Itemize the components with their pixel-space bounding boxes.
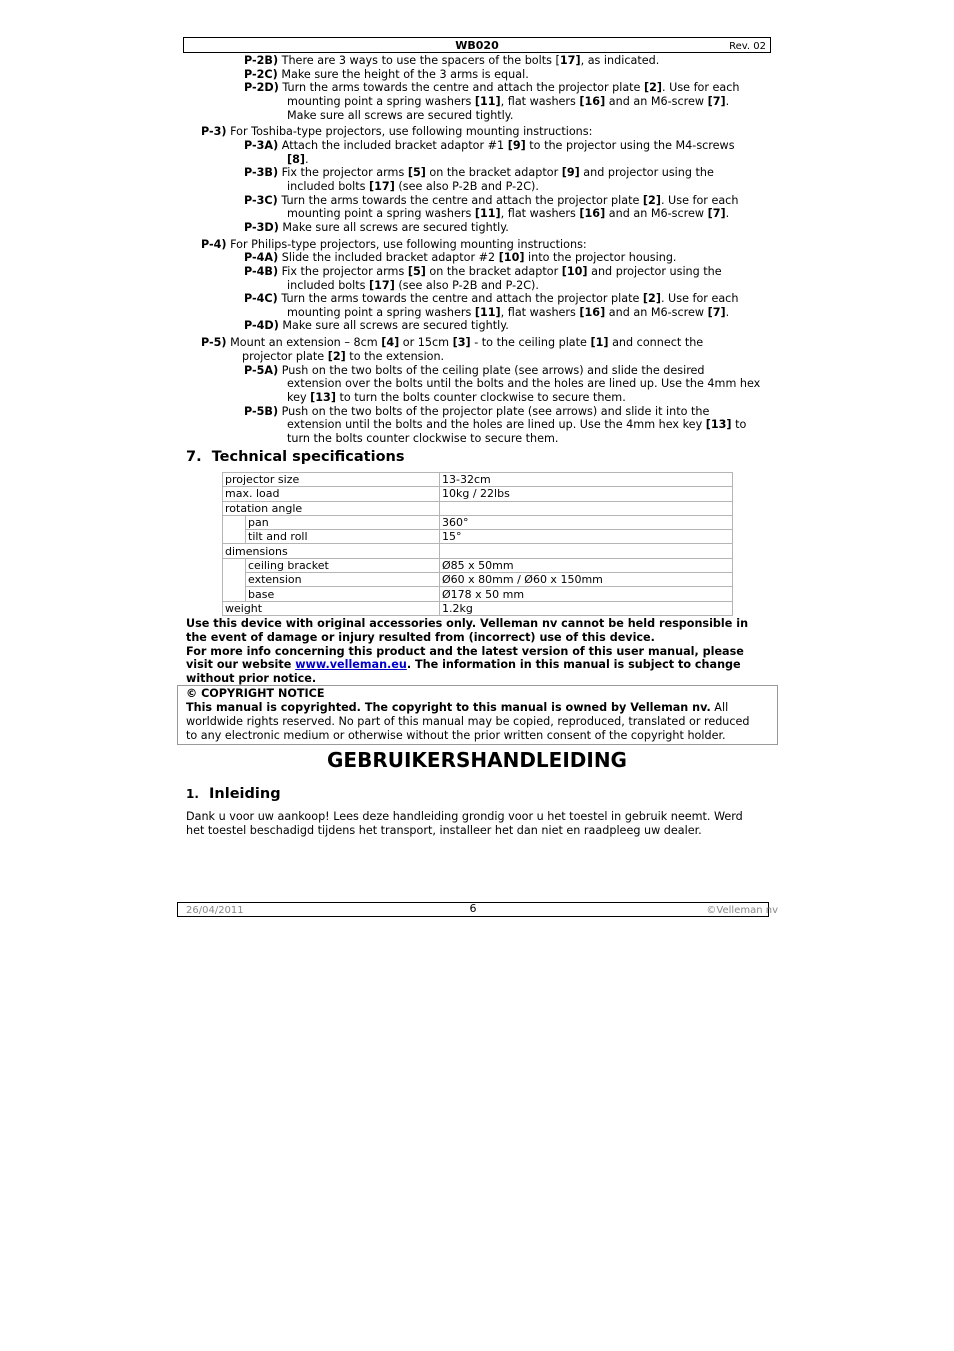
- spec-label: tilt and roll: [246, 530, 440, 544]
- bold-text: [17]: [369, 180, 395, 193]
- copyright-box: [177, 685, 778, 745]
- instruction-line: [287, 418, 746, 432]
- spec-label: projector size: [223, 473, 440, 487]
- bold-text: [11]: [474, 306, 501, 319]
- text: For Philips-type projectors, use following mounting instructions:: [226, 238, 587, 251]
- bold-text: [7]: [707, 207, 726, 220]
- text: . Use for each: [660, 194, 739, 207]
- text: included bolts: [287, 279, 370, 292]
- bold-text: [2]: [642, 194, 661, 207]
- note-line: [186, 658, 776, 672]
- bold-text: [2]: [327, 350, 346, 363]
- text: Fix the projector arms: [278, 265, 408, 278]
- instruction-line: [244, 139, 735, 153]
- instruction-line: [242, 350, 444, 364]
- text: mounting point a spring washers: [287, 95, 475, 108]
- bold-text: P-5): [201, 336, 227, 349]
- usage-note: [186, 617, 776, 686]
- spec-value: Ø178 x 50 mm: [440, 587, 733, 601]
- spec-row: [223, 558, 733, 572]
- text: (see also P-2B and P-2C).: [394, 279, 539, 292]
- bold-text: P-4A): [244, 251, 279, 264]
- bold-text: [5]: [407, 265, 426, 278]
- bold-text: [9]: [561, 166, 580, 179]
- text: and an M6-screw: [605, 207, 708, 220]
- text: on the bracket adaptor: [425, 166, 562, 179]
- spec-label: base: [246, 587, 440, 601]
- bold-text: P-4C): [244, 292, 278, 305]
- bold-text: [11]: [474, 95, 501, 108]
- footer-copyright: ©Velleman nv: [706, 905, 778, 916]
- bold-text: [13]: [310, 391, 336, 404]
- instruction-line: [244, 221, 509, 235]
- text: , as indicated.: [580, 54, 660, 67]
- text: Mount an extension – 8cm: [226, 336, 382, 349]
- bold-text: [16]: [579, 306, 606, 319]
- text: on the bracket adaptor: [425, 265, 562, 278]
- spec-row: [223, 573, 733, 587]
- text: or 15cm: [399, 336, 453, 349]
- instruction-line: [244, 319, 509, 333]
- spec-row: [223, 501, 733, 515]
- text: .: [725, 306, 730, 319]
- instruction-line: [287, 377, 760, 391]
- spec-value: 1.2kg: [440, 601, 733, 615]
- bold-text: P-5B): [244, 405, 279, 418]
- text: mounting point a spring washers: [287, 207, 475, 220]
- instruction-line: [287, 95, 729, 109]
- text: For Toshiba-type projectors, use following mounting instructions:: [226, 125, 593, 138]
- text: . Use for each: [660, 292, 739, 305]
- bold-text: P-3B): [244, 166, 279, 179]
- instruction-line: [244, 292, 738, 306]
- indent-cell: [223, 515, 246, 529]
- text: Turn the arms towards the centre and attach the projector plate: [277, 292, 643, 305]
- bold-text: P-4D): [244, 319, 279, 332]
- indent-cell: [223, 587, 246, 601]
- text: .: [725, 207, 730, 220]
- page-footer: [177, 902, 778, 917]
- text: into the projector housing.: [524, 251, 677, 264]
- text: to the extension.: [345, 350, 445, 363]
- instruction-line: [287, 391, 626, 405]
- spec-row: [223, 473, 733, 487]
- bold-text: [8]: [287, 153, 306, 166]
- website-link[interactable]: www.velleman.eu: [295, 658, 407, 672]
- spec-value: 360°: [440, 515, 733, 529]
- instruction-line: [287, 306, 729, 320]
- text: Make sure the height of the 3 arms is equal.: [277, 68, 529, 81]
- instruction-line: [244, 194, 738, 208]
- copyright-bold: This manual is copyrighted. The copyright to this manual is owned by Velleman nv.: [186, 701, 711, 714]
- bold-text: P-5A): [244, 364, 279, 377]
- intro-line: het toestel beschadigd tijdens het transport, installeer het dan niet en raadpleeg uw dealer.: [186, 824, 702, 837]
- spec-value: 15°: [440, 530, 733, 544]
- text: Push on the two bolts of the ceiling plate (see arrows) and slide the desired: [278, 364, 705, 377]
- text: and an M6-screw: [605, 95, 708, 108]
- bold-text: P-3A): [244, 139, 279, 152]
- text: and projector using the: [579, 166, 714, 179]
- instruction-line: [244, 54, 659, 68]
- bold-text: [17]: [369, 279, 395, 292]
- spec-value: Ø85 x 50mm: [440, 558, 733, 572]
- spec-label: max. load: [223, 487, 440, 501]
- text: and an M6-screw: [605, 306, 708, 319]
- instruction-line: [244, 405, 709, 419]
- bold-text: [10]: [498, 251, 525, 264]
- instruction-line: [287, 207, 729, 221]
- text: and connect the: [608, 336, 704, 349]
- indent-cell: [223, 558, 246, 572]
- bold-text: P-4B): [244, 265, 279, 278]
- spec-row: [223, 587, 733, 601]
- text: Push on the two bolts of the projector plate (see arrows) and slide it into the: [278, 405, 710, 418]
- spec-row: [223, 601, 733, 615]
- text: included bolts: [287, 180, 370, 193]
- spec-value: [440, 501, 733, 515]
- instruction-line: [244, 166, 714, 180]
- bold-text: [7]: [707, 306, 726, 319]
- text: Fix the projector arms: [278, 166, 408, 179]
- note-line: without prior notice.: [186, 672, 317, 686]
- text: .: [305, 153, 309, 166]
- section-heading-technical: [186, 451, 404, 465]
- instruction-line: [201, 238, 587, 252]
- bold-text: [7]: [707, 95, 726, 108]
- spec-label: pan: [246, 515, 440, 529]
- bold-text: [9]: [507, 139, 526, 152]
- spec-label: dimensions: [223, 544, 440, 558]
- bold-text: [13]: [705, 418, 732, 431]
- text: Make sure all screws are secured tightly.: [278, 221, 509, 234]
- spec-row: [223, 487, 733, 501]
- spec-value: 13-32cm: [440, 473, 733, 487]
- section-number: 1.: [186, 787, 199, 801]
- text: key: [287, 391, 311, 404]
- spec-label: extension: [246, 573, 440, 587]
- spec-row: [223, 515, 733, 529]
- bold-text: P-2B): [244, 54, 279, 67]
- bold-text: [10]: [561, 265, 588, 278]
- intro-line: Dank u voor uw aankoop! Lees deze handleiding grondig voor u het toestel in gebruik neemt. Werd: [186, 810, 743, 823]
- note-text: visit our website: [186, 658, 296, 672]
- bold-text: [4]: [381, 336, 400, 349]
- instruction-line: [201, 336, 703, 350]
- spec-row: [223, 530, 733, 544]
- text: (see also P-2B and P-2C).: [394, 180, 539, 193]
- text: Make sure all screws are secured tightly.: [287, 109, 514, 122]
- spec-label: weight: [223, 601, 440, 615]
- bold-text: 17]: [559, 54, 581, 67]
- section-title: Inleiding: [209, 786, 281, 802]
- page-header: [183, 37, 771, 53]
- note-line: Use this device with original accessories only. Velleman nv cannot be held responsible in: [186, 617, 749, 630]
- revision: Rev. 02: [729, 41, 766, 52]
- spec-label: ceiling bracket: [246, 558, 440, 572]
- section-heading-inleiding: [186, 788, 281, 802]
- bold-text: P-2D): [244, 81, 279, 94]
- text: Turn the arms towards the centre and attach the projector plate: [277, 194, 643, 207]
- text: to: [731, 418, 747, 431]
- bold-text: [5]: [407, 166, 426, 179]
- spec-table: [222, 472, 733, 616]
- text: Attach the included bracket adaptor #1: [278, 139, 508, 152]
- bold-text: [2]: [642, 292, 661, 305]
- spec-row: [223, 544, 733, 558]
- bold-text: [11]: [474, 207, 501, 220]
- section-title: Technical specifications: [211, 449, 405, 465]
- text: There are 3 ways to use the spacers of the bolts [: [278, 54, 560, 67]
- spec-value: [440, 544, 733, 558]
- indent-cell: [223, 573, 246, 587]
- text: to the projector using the M4-screws: [525, 139, 735, 152]
- instruction-line: [287, 153, 309, 167]
- bold-text: [3]: [452, 336, 471, 349]
- text: , flat washers: [500, 95, 580, 108]
- footer-date: 26/04/2011: [186, 905, 244, 916]
- indent-cell: [223, 530, 246, 544]
- bold-text: P-3): [201, 125, 227, 138]
- instruction-line: [287, 279, 539, 293]
- note-line: the event of damage or injury resulted from (incorrect) use of this device.: [186, 630, 655, 644]
- instruction-line: [287, 109, 513, 123]
- instruction-line: [244, 68, 529, 82]
- text: . Use for each: [662, 81, 740, 94]
- model-number: WB020: [455, 39, 499, 52]
- text: - to the ceiling plate: [470, 336, 591, 349]
- text: extension over the bolts until the bolts and the holes are lined up. Use the 4mm hex: [287, 377, 761, 390]
- instruction-line: [244, 251, 676, 265]
- text: , flat washers: [500, 207, 580, 220]
- bold-text: [2]: [644, 81, 663, 94]
- instruction-line: [244, 81, 740, 95]
- text: , flat washers: [500, 306, 580, 319]
- text: Make sure all screws are secured tightly.: [278, 319, 509, 332]
- text: Turn the arms towards the centre and attach the projector plate: [278, 81, 644, 94]
- spec-value: Ø60 x 80mm / Ø60 x 150mm: [440, 573, 733, 587]
- copyright-line: worldwide rights reserved. No part of this manual may be copied, reproduced, translated or reduced: [186, 715, 750, 728]
- copyright-text: All: [710, 701, 729, 714]
- instruction-line: [287, 180, 539, 194]
- text: and projector using the: [587, 265, 722, 278]
- bold-text: [1]: [590, 336, 609, 349]
- page-number: 6: [469, 902, 477, 915]
- instruction-line: [201, 125, 592, 139]
- instruction-line: [287, 432, 558, 446]
- note-line: For more info concerning this product and the latest version of this user manual, please: [186, 644, 744, 658]
- copyright-line: to any electronic medium or otherwise without the prior written consent of the copyright holder.: [186, 729, 726, 742]
- text: turn the bolts counter clockwise to secure them.: [287, 432, 559, 445]
- spec-label: rotation angle: [223, 501, 440, 515]
- copyright-title: © COPYRIGHT NOTICE: [186, 687, 325, 700]
- text: extension until the bolts and the holes are lined up. Use the 4mm hex key: [287, 418, 706, 431]
- instruction-line: [244, 364, 705, 378]
- text: .: [725, 95, 730, 108]
- bold-text: P-3D): [244, 221, 279, 234]
- instruction-line: [244, 265, 722, 279]
- note-text: . The information in this manual is subject to change: [406, 658, 741, 672]
- text: projector plate: [242, 350, 328, 363]
- bold-text: P-3C): [244, 194, 278, 207]
- text: mounting point a spring washers: [287, 306, 475, 319]
- section-number: 7.: [186, 449, 202, 465]
- bold-text: P-4): [201, 238, 227, 251]
- bold-text: [16]: [579, 207, 606, 220]
- copyright-line: [186, 701, 728, 715]
- text: to turn the bolts counter clockwise to secure them.: [335, 391, 626, 404]
- bold-text: [16]: [579, 95, 606, 108]
- bold-text: P-2C): [244, 68, 278, 81]
- text: Slide the included bracket adaptor #2: [278, 251, 499, 264]
- manual-title-nl: GEBRUIKERSHANDLEIDING: [327, 748, 627, 772]
- spec-value: 10kg / 22lbs: [440, 487, 733, 501]
